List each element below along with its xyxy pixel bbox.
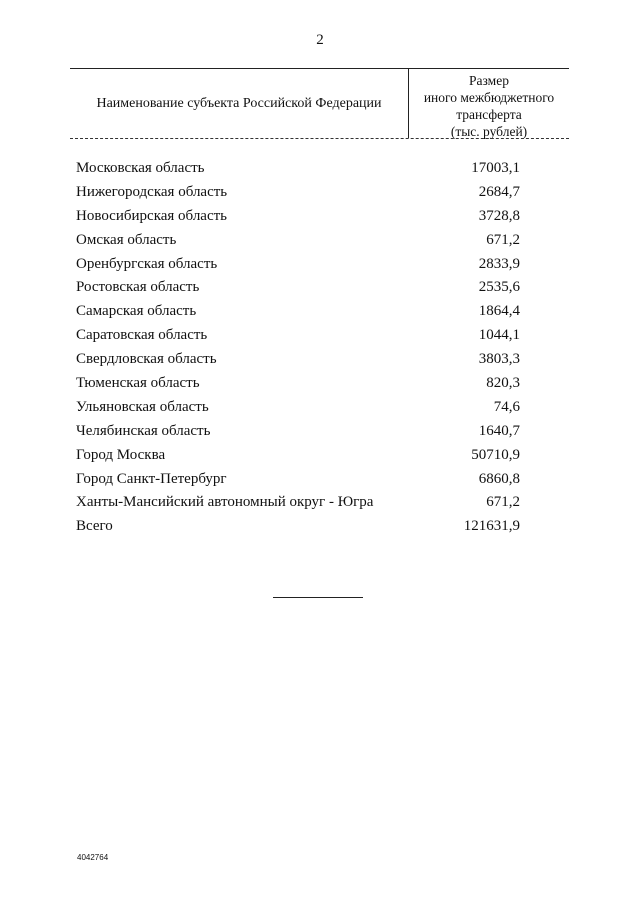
region-name: Саратовская область (76, 327, 208, 344)
region-name: Тюменская область (76, 375, 200, 392)
table-row (76, 324, 546, 348)
table-row (76, 444, 546, 468)
region-name: Ульяновская область (76, 398, 209, 415)
table-row (76, 396, 546, 420)
region-name: Челябинская область (76, 422, 211, 439)
table-row (76, 229, 546, 253)
page-number: 2 (316, 32, 324, 48)
table-row (76, 348, 546, 372)
region-name: Ростовская область (76, 279, 200, 296)
transfer-amount: 1864,4 (478, 303, 520, 320)
table-row (76, 205, 546, 229)
table-row (76, 157, 546, 181)
region-name: Город Москва (76, 446, 166, 463)
transfer-amount: 17003,1 (471, 160, 520, 176)
region-name: Нижегородская область (76, 183, 228, 200)
total-amount: 121631,9 (463, 518, 520, 535)
table-row (76, 300, 546, 324)
table-row (76, 253, 546, 277)
transfer-amount: 1640,7 (478, 422, 520, 439)
table-header-top-rule (70, 68, 569, 69)
document-end-rule (273, 597, 363, 598)
transfer-amount: 671,2 (486, 494, 520, 511)
transfer-amount: 671,2 (486, 231, 520, 248)
region-name: Оренбургская область (76, 255, 218, 272)
region-name: Ханты-Мансийский автономный округ - Югра (76, 494, 374, 511)
region-name: Московская область (76, 160, 205, 176)
transfer-amount: 3728,8 (478, 207, 520, 224)
column-header-transfer-amount (409, 72, 569, 140)
transfer-amount: 1044,1 (478, 327, 520, 344)
transfer-amount: 2833,9 (478, 255, 520, 272)
total-label: Всего (76, 518, 113, 535)
transfer-amount: 3803,3 (478, 351, 520, 368)
transfer-amount: 6860,8 (478, 470, 520, 487)
region-name: Самарская область (76, 303, 197, 320)
table-row (76, 181, 546, 205)
column-header-region-name: Наименование субъекта Российской Федерации (96, 96, 382, 111)
column-header-line: иного межбюджетного (423, 90, 555, 105)
transfer-amount: 50710,9 (471, 446, 520, 463)
table-row (76, 372, 546, 396)
column-header-line: Размер (469, 73, 509, 88)
region-name: Омская область (76, 231, 177, 248)
table-header-bottom-rule (70, 138, 569, 139)
table-row-total (76, 515, 546, 539)
column-header-line: (тыс. рублей) (450, 124, 528, 139)
document-code: 4042764 (77, 853, 109, 862)
transfer-amount: 2535,6 (478, 279, 520, 296)
table-body (76, 157, 546, 539)
transfer-amount: 74,6 (493, 398, 520, 415)
region-name: Город Санкт-Петербург (76, 470, 227, 487)
region-name: Свердловская область (76, 351, 217, 368)
table-row (76, 468, 546, 492)
region-name: Новосибирская область (76, 207, 228, 224)
table-row (76, 276, 546, 300)
column-header-line: трансферта (456, 107, 522, 122)
transfer-amount: 2684,7 (478, 183, 520, 200)
table-row (76, 491, 546, 515)
table-row (76, 420, 546, 444)
transfer-amount: 820,3 (486, 375, 520, 392)
